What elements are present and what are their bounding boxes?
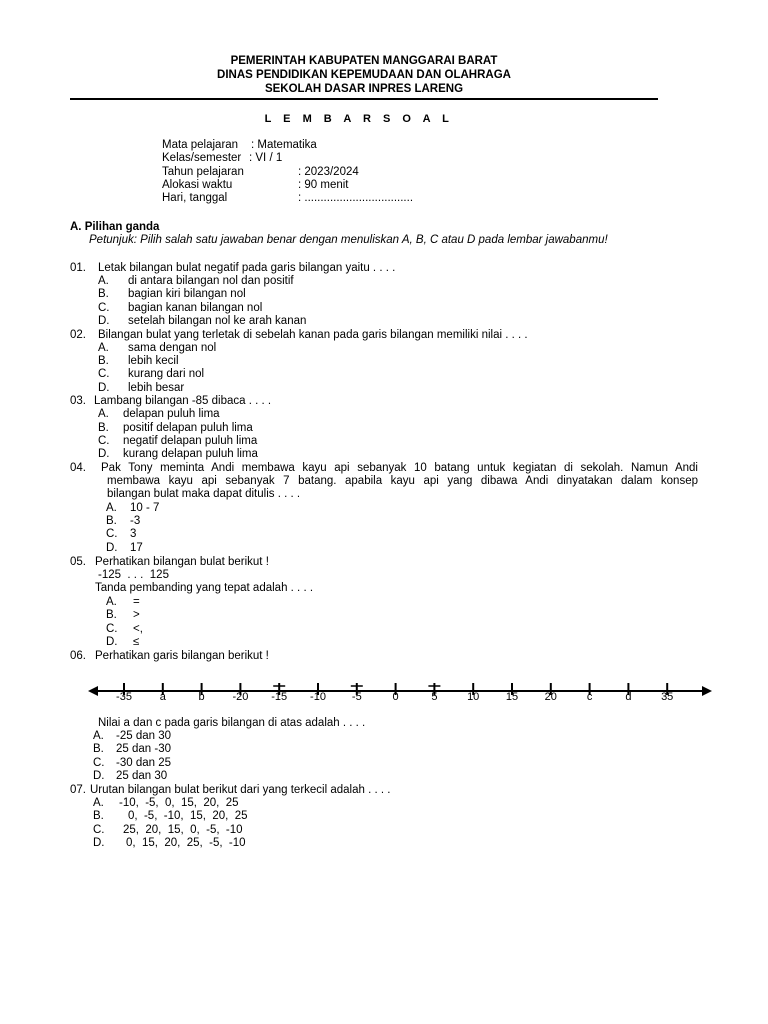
option-letter: A. <box>106 596 117 608</box>
option-letter: B. <box>93 810 104 822</box>
option-letter: C. <box>106 623 118 635</box>
question-text-line: membawa kayu api sebanyak 7 batang. apabila kayu api yang dibawa Andi dinyatakan dalam konsep <box>107 475 698 487</box>
question-number: 05. <box>70 556 86 568</box>
number-line-label: 15 <box>505 691 519 703</box>
option-text: 3 <box>130 528 137 540</box>
left-arrow-icon <box>88 686 98 696</box>
option-text: sama dengan nol <box>128 342 217 354</box>
number-line-label: c <box>586 691 593 703</box>
option-text: lebih besar <box>128 382 185 394</box>
info-value: : 2023/2024 <box>298 166 359 178</box>
info-label: Kelas/semester <box>162 152 242 164</box>
number-line-label: 0 <box>392 691 399 703</box>
info-label: Tahun pelajaran <box>162 166 244 178</box>
question-number: 04. <box>70 462 86 474</box>
info-value: : Matematika <box>251 139 317 151</box>
option-letter: C. <box>93 757 105 769</box>
comparison-expression: -125 . . . 125 <box>98 569 169 581</box>
info-label: Alokasi waktu <box>162 179 233 191</box>
option-text: di antara bilangan nol dan positif <box>128 275 294 287</box>
option-letter: C. <box>98 368 110 380</box>
option-letter: B. <box>98 355 109 367</box>
option-letter: D. <box>106 542 118 554</box>
option-text: bagian kiri bilangan nol <box>128 288 246 300</box>
option-text: 10 - 7 <box>130 502 160 514</box>
option-text: 25 dan 30 <box>116 770 168 782</box>
option-text: 0, 15, 20, 25, -5, -10 <box>126 837 246 849</box>
header-school: SEKOLAH DASAR INPRES LARENG <box>264 83 464 95</box>
option-text: 25, 20, 15, 0, -5, -10 <box>123 824 243 836</box>
question-number: 02. <box>70 329 86 341</box>
option-text: -10, -5, 0, 15, 20, 25 <box>119 797 239 809</box>
number-line-label: -20 <box>232 691 249 703</box>
option-letter: D. <box>106 636 118 648</box>
option-letter: C. <box>98 302 110 314</box>
option-text: positif delapan puluh lima <box>123 422 253 434</box>
page-title: L E M B A R S O A L <box>264 113 454 125</box>
question-text: Lambang bilangan -85 dibaca . . . . <box>94 395 272 407</box>
question-text: Perhatikan bilangan bulat berikut ! <box>95 556 269 568</box>
option-text: kurang dari nol <box>128 368 205 380</box>
option-text: negatif delapan puluh lima <box>123 435 258 447</box>
number-line-label: a <box>159 691 166 703</box>
header-department: DINAS PENDIDIKAN KEPEMUDAAN DAN OLAHRAGA <box>217 69 511 81</box>
option-text: kurang delapan puluh lima <box>123 448 258 460</box>
number-line-label: 5 <box>431 691 438 703</box>
question-number: 07. <box>70 784 86 796</box>
number-line-label: -15 <box>271 691 288 703</box>
option-letter: A. <box>98 408 109 420</box>
option-letter: B. <box>98 288 109 300</box>
number-line-label: -10 <box>310 691 326 703</box>
option-letter: D. <box>93 837 105 849</box>
number-line-label: 20 <box>544 691 557 703</box>
option-letter: D. <box>93 770 105 782</box>
question-number: 06. <box>70 650 86 662</box>
option-letter: A. <box>93 730 104 742</box>
option-text: bagian kanan bilangan nol <box>128 302 263 314</box>
question-number: 01. <box>70 262 86 274</box>
section-title: A. Pilihan ganda <box>70 221 160 233</box>
option-letter: B. <box>106 609 117 621</box>
number-line-label: -5 <box>351 691 362 703</box>
number-line-label: -35 <box>116 691 132 703</box>
info-label: Hari, tanggal <box>162 192 228 204</box>
question-prompt: Nilai a dan c pada garis bilangan di atas adalah . . . . <box>98 717 366 729</box>
option-letter: A. <box>98 342 109 354</box>
option-letter: A. <box>106 502 117 514</box>
option-letter: B. <box>93 743 104 755</box>
question-text-line: bilangan bulat maka dapat ditulis . . . . <box>107 488 301 500</box>
info-value: : VI / 1 <box>249 152 283 164</box>
option-letter: B. <box>106 515 117 527</box>
question-text: Urutan bilangan bulat berikut dari yang terkecil adalah . . . . <box>90 784 391 796</box>
option-text: ≤ <box>133 636 140 648</box>
option-text: -30 dan 25 <box>116 757 171 769</box>
option-letter: B. <box>98 422 109 434</box>
option-text: 25 dan -30 <box>116 743 171 755</box>
option-text: setelah bilangan nol ke arah kanan <box>128 315 307 327</box>
option-letter: D. <box>98 315 110 327</box>
option-text: -3 <box>130 515 141 527</box>
info-label: Mata pelajaran <box>162 139 239 151</box>
header-government: PEMERINTAH KABUPATEN MANGGARAI BARAT <box>230 55 498 67</box>
option-letter: D. <box>98 382 110 394</box>
question-text: Perhatikan garis bilangan berikut ! <box>95 650 269 662</box>
option-text: > <box>133 609 140 621</box>
option-letter: C. <box>93 824 105 836</box>
info-value: : .................................. <box>298 192 414 204</box>
option-text: 17 <box>130 542 143 554</box>
option-text: 0, -5, -10, 15, 20, 25 <box>128 810 248 822</box>
option-letter: D. <box>98 448 110 460</box>
option-letter: C. <box>106 528 118 540</box>
option-text: <, <box>133 623 143 635</box>
section-instruction: Petunjuk: Pilih salah satu jawaban benar dengan menuliskan A, B, C atau D pada lembar jawabanmu! <box>89 234 608 246</box>
option-letter: A. <box>93 797 104 809</box>
option-letter: A. <box>98 275 109 287</box>
number-line-label: 10 <box>467 691 480 703</box>
option-text: -25 dan 30 <box>116 730 171 742</box>
question-prompt: Tanda pembanding yang tepat adalah . . . . <box>95 582 314 594</box>
number-line-label: b <box>198 691 205 703</box>
question-text: Letak bilangan bulat negatif pada garis bilangan yaitu . . . . <box>98 262 396 274</box>
option-text: lebih kecil <box>128 355 179 367</box>
right-arrow-icon <box>702 686 712 696</box>
question-text: Bilangan bulat yang terletak di sebelah kanan pada garis bilangan memiliki nilai . . . . <box>98 329 528 341</box>
option-letter: C. <box>98 435 110 447</box>
info-value: : 90 menit <box>298 179 349 191</box>
option-text: delapan puluh lima <box>123 408 220 420</box>
question-number: 03. <box>70 395 86 407</box>
number-line-label: d <box>625 691 632 703</box>
question-text-line: Pak Tony meminta Andi membawa kayu api sebanyak 10 batang untuk kegiatan di sekolah. Namun Andi <box>101 462 698 474</box>
number-line-label: 35 <box>661 691 674 703</box>
option-text: = <box>133 596 140 608</box>
